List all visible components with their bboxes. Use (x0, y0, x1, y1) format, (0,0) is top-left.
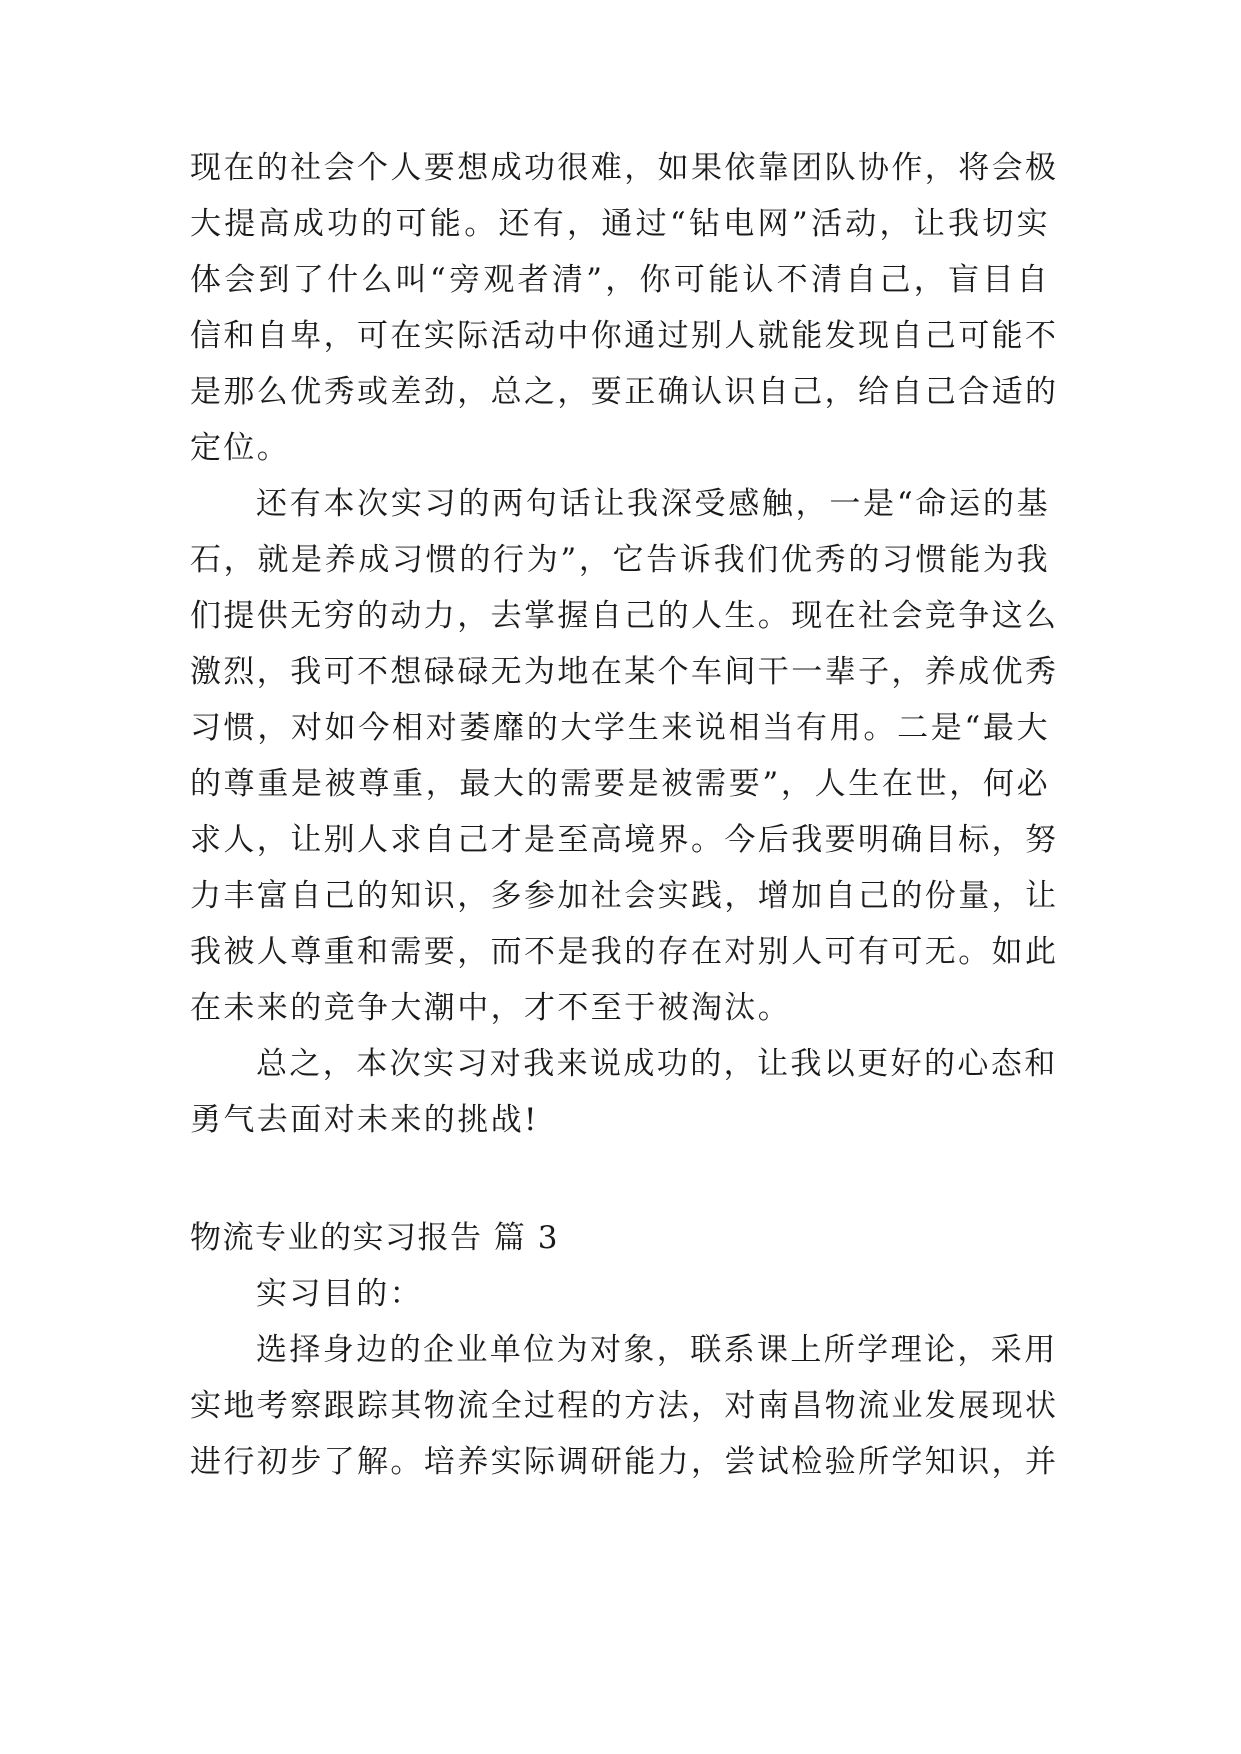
paragraph-start-line: 总之，本次实习对我来说成功的，让我以更好的心态和 (256, 1046, 1058, 1082)
body-line: 力丰富自己的知识，多参加社会实践，增加自己的份量，让 (190, 878, 1059, 914)
body-line: 实地考察跟踪其物流全过程的方法，对南昌物流业发展现状 (190, 1388, 1059, 1424)
body-line: 定位。 (190, 430, 291, 466)
body-line: 进行初步了解。培养实际调研能力，尝试检验所学知识，并 (190, 1444, 1059, 1480)
body-line: 石，就是养成习惯的行为”，它告诉我们优秀的习惯能为我 (190, 542, 1050, 578)
body-line: 在未来的竞争大潮中，才不至于被淘汰。 (190, 990, 792, 1026)
subheading-purpose: 实习目的： (256, 1276, 423, 1312)
body-line: 们提供无穷的动力，去掌握自己的人生。现在社会竞争这么 (190, 598, 1059, 634)
body-line: 习惯，对如今相对萎靡的大学生来说相当有用。二是“最大 (190, 710, 1050, 746)
body-line: 现在的社会个人要想成功很难，如果依靠团队协作，将会极 (190, 150, 1059, 186)
body-line: 的尊重是被尊重，最大的需要是被需要”，人生在世，何必 (190, 766, 1050, 802)
body-line: 信和自卑，可在实际活动中你通过别人就能发现自己可能不 (190, 318, 1059, 354)
body-line: 求人，让别人求自己才是至高境界。今后我要明确目标，努 (190, 822, 1059, 858)
body-line: 激烈，我可不想碌碌无为地在某个车间干一辈子，养成优秀 (190, 654, 1059, 690)
body-line: 我被人尊重和需要，而不是我的存在对别人可有可无。如此 (190, 934, 1059, 970)
paragraph-start-line: 还有本次实习的两句话让我深受感触，一是“命运的基 (256, 486, 1050, 522)
body-line: 勇气去面对未来的挑战! (190, 1102, 539, 1138)
paragraph-start-line: 选择身边的企业单位为对象，联系课上所学理论，采用 (256, 1332, 1058, 1368)
body-line: 是那么优秀或差劲，总之，要正确认识自己，给自己合适的 (190, 374, 1059, 410)
body-line: 体会到了什么叫“旁观者清”，你可能认不清自己，盲目自 (190, 262, 1050, 298)
section-heading: 物流专业的实习报告 篇 3 (190, 1220, 559, 1256)
body-line: 大提高成功的可能。还有，通过“钻电网”活动，让我切实 (190, 206, 1050, 242)
